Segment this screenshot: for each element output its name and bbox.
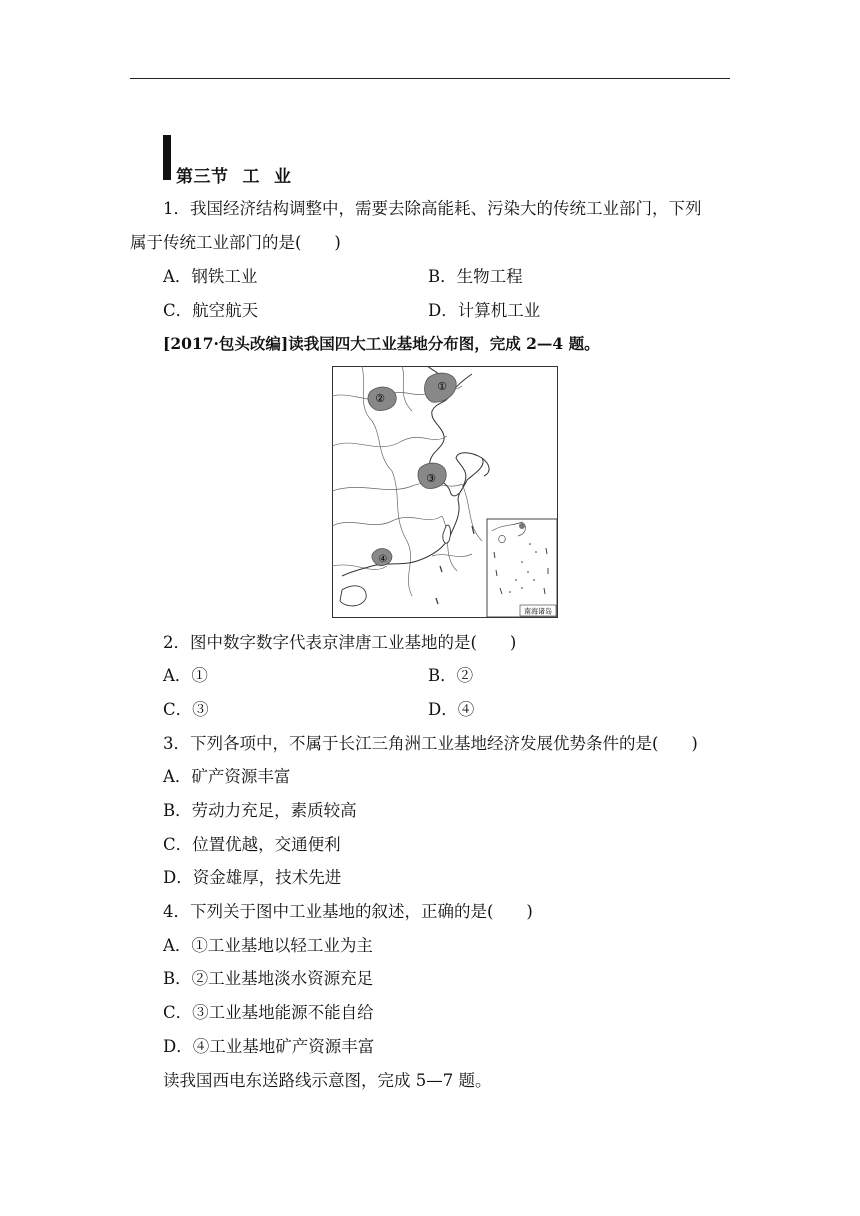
q3-stem: 3．下列各项中，不属于长江三角洲工业基地经济发展优势条件的是( ): [163, 734, 698, 753]
section-marker-bar: [163, 135, 171, 180]
q2-option-b: B．②: [428, 666, 474, 685]
q2-option-c: C．③: [163, 700, 209, 719]
q1-option-b: B．生物工程: [428, 267, 523, 286]
q2-stem: 2．图中数字数字代表京津唐工业基地的是( ): [163, 633, 517, 652]
intro-q2-4: [2017·包头改编]读我国四大工业基地分布图，完成 2—4 题。: [163, 334, 600, 353]
base-4-marker: ④: [378, 554, 388, 565]
q3-option-c: C．位置优越，交通便利: [163, 835, 341, 854]
industrial-bases-map: [332, 366, 558, 618]
base-3-marker: ③: [426, 472, 436, 485]
q1-option-a: A．钢铁工业: [163, 267, 258, 286]
section-title-char-2: 业: [274, 167, 292, 187]
south-china-sea-inset: [487, 519, 557, 617]
q1-stem-line2: 属于传统工业部门的是( ): [130, 233, 341, 252]
q3-option-b: B．劳动力充足，素质较高: [163, 801, 357, 820]
section-title: [176, 162, 292, 187]
section-number: 第三节: [176, 167, 229, 187]
q1-option-c: C．航空航天: [163, 301, 259, 320]
q2-option-d: D．④: [428, 700, 475, 719]
q4-stem: 4．下列关于图中工业基地的叙述，正确的是( ): [163, 902, 533, 921]
q1-stem-line1: 1．我国经济结构调整中，需要去除高能耗、污染大的传统工业部门，下列: [163, 199, 702, 218]
q4-option-d: D．④工业基地矿产资源丰富: [163, 1037, 375, 1056]
q4-option-a: A．①工业基地以轻工业为主: [163, 936, 373, 955]
q2-option-a: A．①: [163, 666, 208, 685]
base-1-marker: ①: [437, 380, 447, 393]
q3-option-a: A．矿产资源丰富: [163, 767, 291, 786]
q4-option-b: B．②工业基地淡水资源充足: [163, 969, 374, 988]
inset-label: 南海诸岛: [524, 607, 552, 616]
q3-option-d: D．资金雄厚，技术先进: [163, 868, 342, 887]
intro-q5-7: 读我国西电东送路线示意图，完成 5—7 题。: [163, 1071, 492, 1090]
hainan-island: [340, 586, 366, 606]
section-title-char-1: 工: [242, 167, 260, 187]
q4-option-c: C．③工业基地能源不能自给: [163, 1003, 374, 1022]
base-2-marker: ②: [375, 392, 385, 405]
header-rule: [130, 78, 730, 79]
q1-option-d: D．计算机工业: [428, 301, 541, 320]
